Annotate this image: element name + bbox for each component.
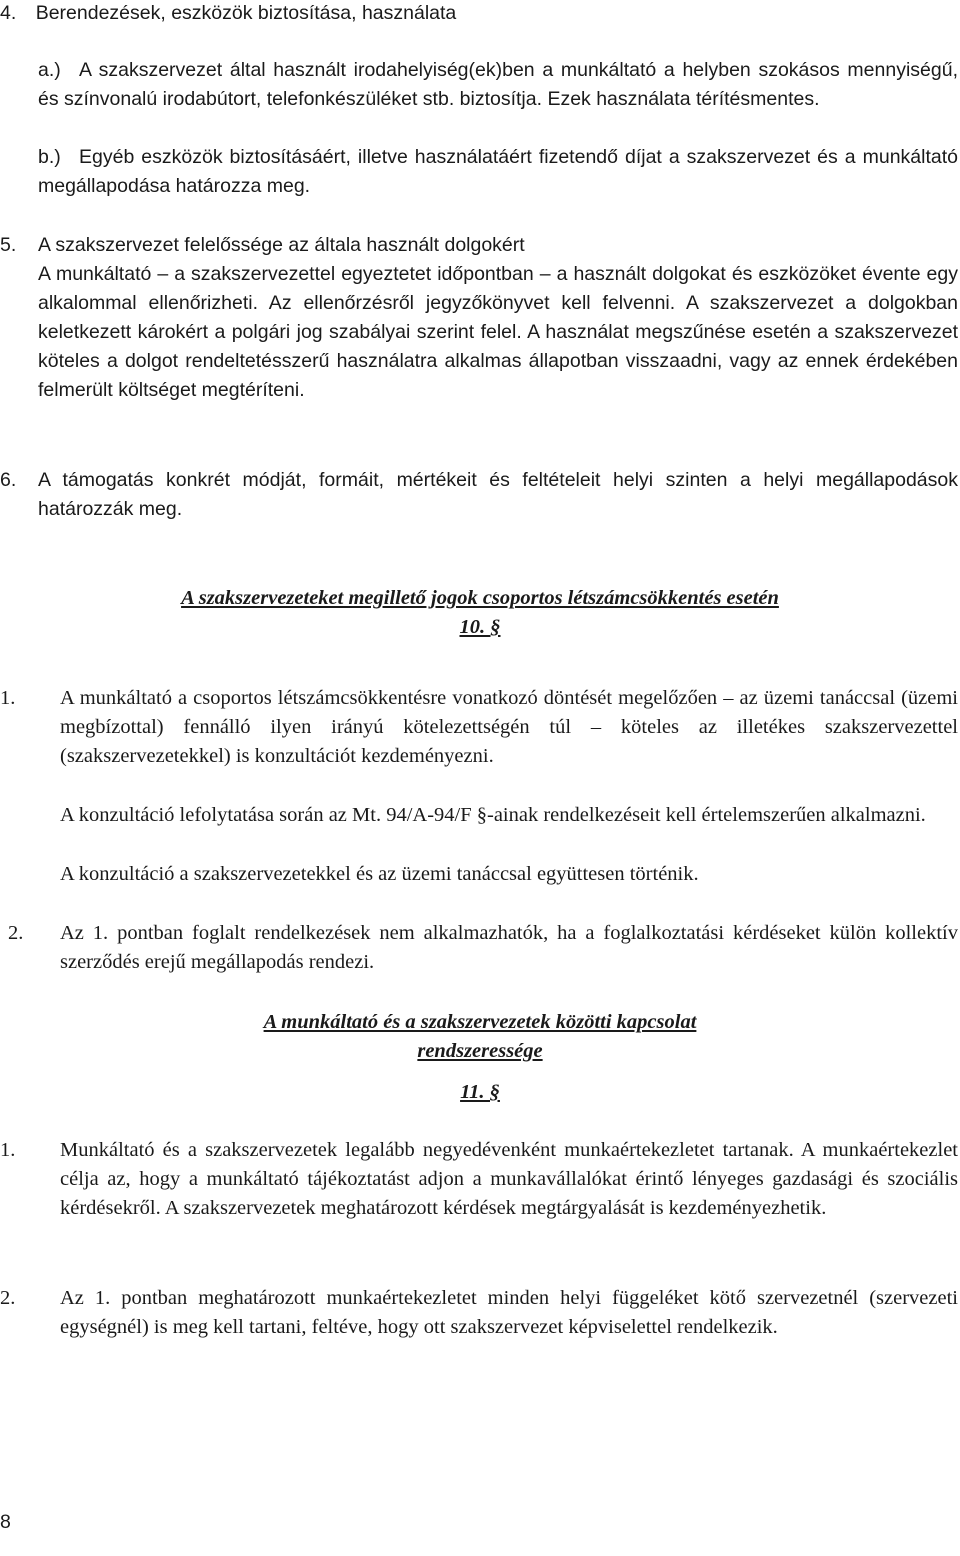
heading-10-section: 10. §: [459, 616, 501, 638]
section-5-title: A szakszervezet felelőssége az általa használt dolgokért: [38, 234, 525, 256]
heading-11-section: 11. §: [460, 1081, 500, 1103]
point-10-1-body2: A konzultáció lefolytatása során az Mt. 94/A-94/F §-ainak rendelkezéseit kell értelemszerűen alkalmazni.: [60, 804, 926, 826]
point-11-2-number: 2.: [0, 1287, 16, 1309]
item-b-label: b.): [38, 146, 61, 168]
item-a-text: A szakszervezet által használt irodahelyiség(ek)ben a munkáltató a helyben szokásos mennyiségű, és színvonalú irodabútort, telefonkészüléket stb. biztosítja. Ezek használata térítésmentes.: [38, 59, 958, 110]
point-10-1-number: 1.: [0, 687, 16, 709]
section-4-number: 4.: [0, 2, 17, 24]
point-10-1-body: A munkáltató a csoportos létszámcsökkentésre vonatkozó döntését megelőzően – az üzemi tanáccsal (üzemi megbízottal) fennálló ilyen irányú kötelezettségén túl – köteles az illetékes szakszervezettel (szakszervezetekkel) is konzultációt kezdeményezni.: [60, 687, 958, 767]
point-11-2-body: Az 1. pontban meghatározott munkaértekezletet minden helyi függeléket kötő szervezetnél (szervezeti egységnél) is meg kell tartani, feltéve, hogy ott szakszervezet képviselettel rendelkezik.: [60, 1287, 958, 1338]
section-4-heading: [0, 0, 456, 28]
point-10-2-number: 2.: [8, 922, 24, 944]
point-10-2-body: Az 1. pontban foglalt rendelkezések nem alkalmazhatók, ha a foglalkoztatási kérdéseket külön kollektív szerződés erejű megállapodás rendezi.: [60, 922, 958, 973]
heading-10-title: A szakszervezeteket megillető jogok csoportos létszámcsökkentés esetén: [181, 587, 779, 609]
section-5-number: 5.: [0, 234, 17, 256]
item-a-label: a.): [38, 59, 61, 81]
heading-11-title-line1: A munkáltató és a szakszervezetek közötti kapcsolat: [263, 1011, 697, 1033]
page-number: 8: [0, 1511, 11, 1533]
item-b-text: Egyéb eszközök biztosításáért, illetve használatáért fizetendő díjat a szakszervezet és a munkáltató megállapodása határozza meg.: [38, 146, 958, 197]
section-6-body: A támogatás konkrét módját, formáit, mértékeit és feltételeit helyi szinten a helyi megállapodások határozzák meg.: [38, 469, 958, 520]
section-4-title: Berendezések, eszközök biztosítása, használata: [35, 2, 457, 24]
section-6-number: 6.: [0, 469, 17, 491]
point-11-1-number: 1.: [0, 1139, 16, 1161]
section-5-body: A munkáltató – a szakszervezettel egyeztetet időpontban – a használt dolgokat és eszközöket évente egy alkalommal ellenőrizheti. Az ellenőrzésről jegyzőkönyvet kell felvenni. A szakszervezet a dolgokban keletkezett károkért a polgári jog szabályai szerint felel. A használat megszűnése esetén a szakszervezet köteles a dolgot rendeltetésszerű használatra alkalmas állapotban visszaadni, vagy az ennek érdekében felmerült költséget megtéríteni.: [38, 263, 958, 401]
heading-11-title-line2: rendszeressége: [417, 1040, 543, 1062]
point-10-1-body3: A konzultáció a szakszervezetekkel és az üzemi tanáccsal együttesen történik.: [60, 863, 699, 885]
point-11-1-body: Munkáltató és a szakszervezetek legalább negyedévenként munkaértekezletet tartanak. A munkaértekezlet célja az, hogy a munkáltató tájékoztatást adjon a munkavállalókat érintő lényeges gazdasági és szociális kérdésekről. A szakszervezetek meghatározott kérdések megtárgyalását is kezdeményezhetik.: [60, 1139, 958, 1219]
